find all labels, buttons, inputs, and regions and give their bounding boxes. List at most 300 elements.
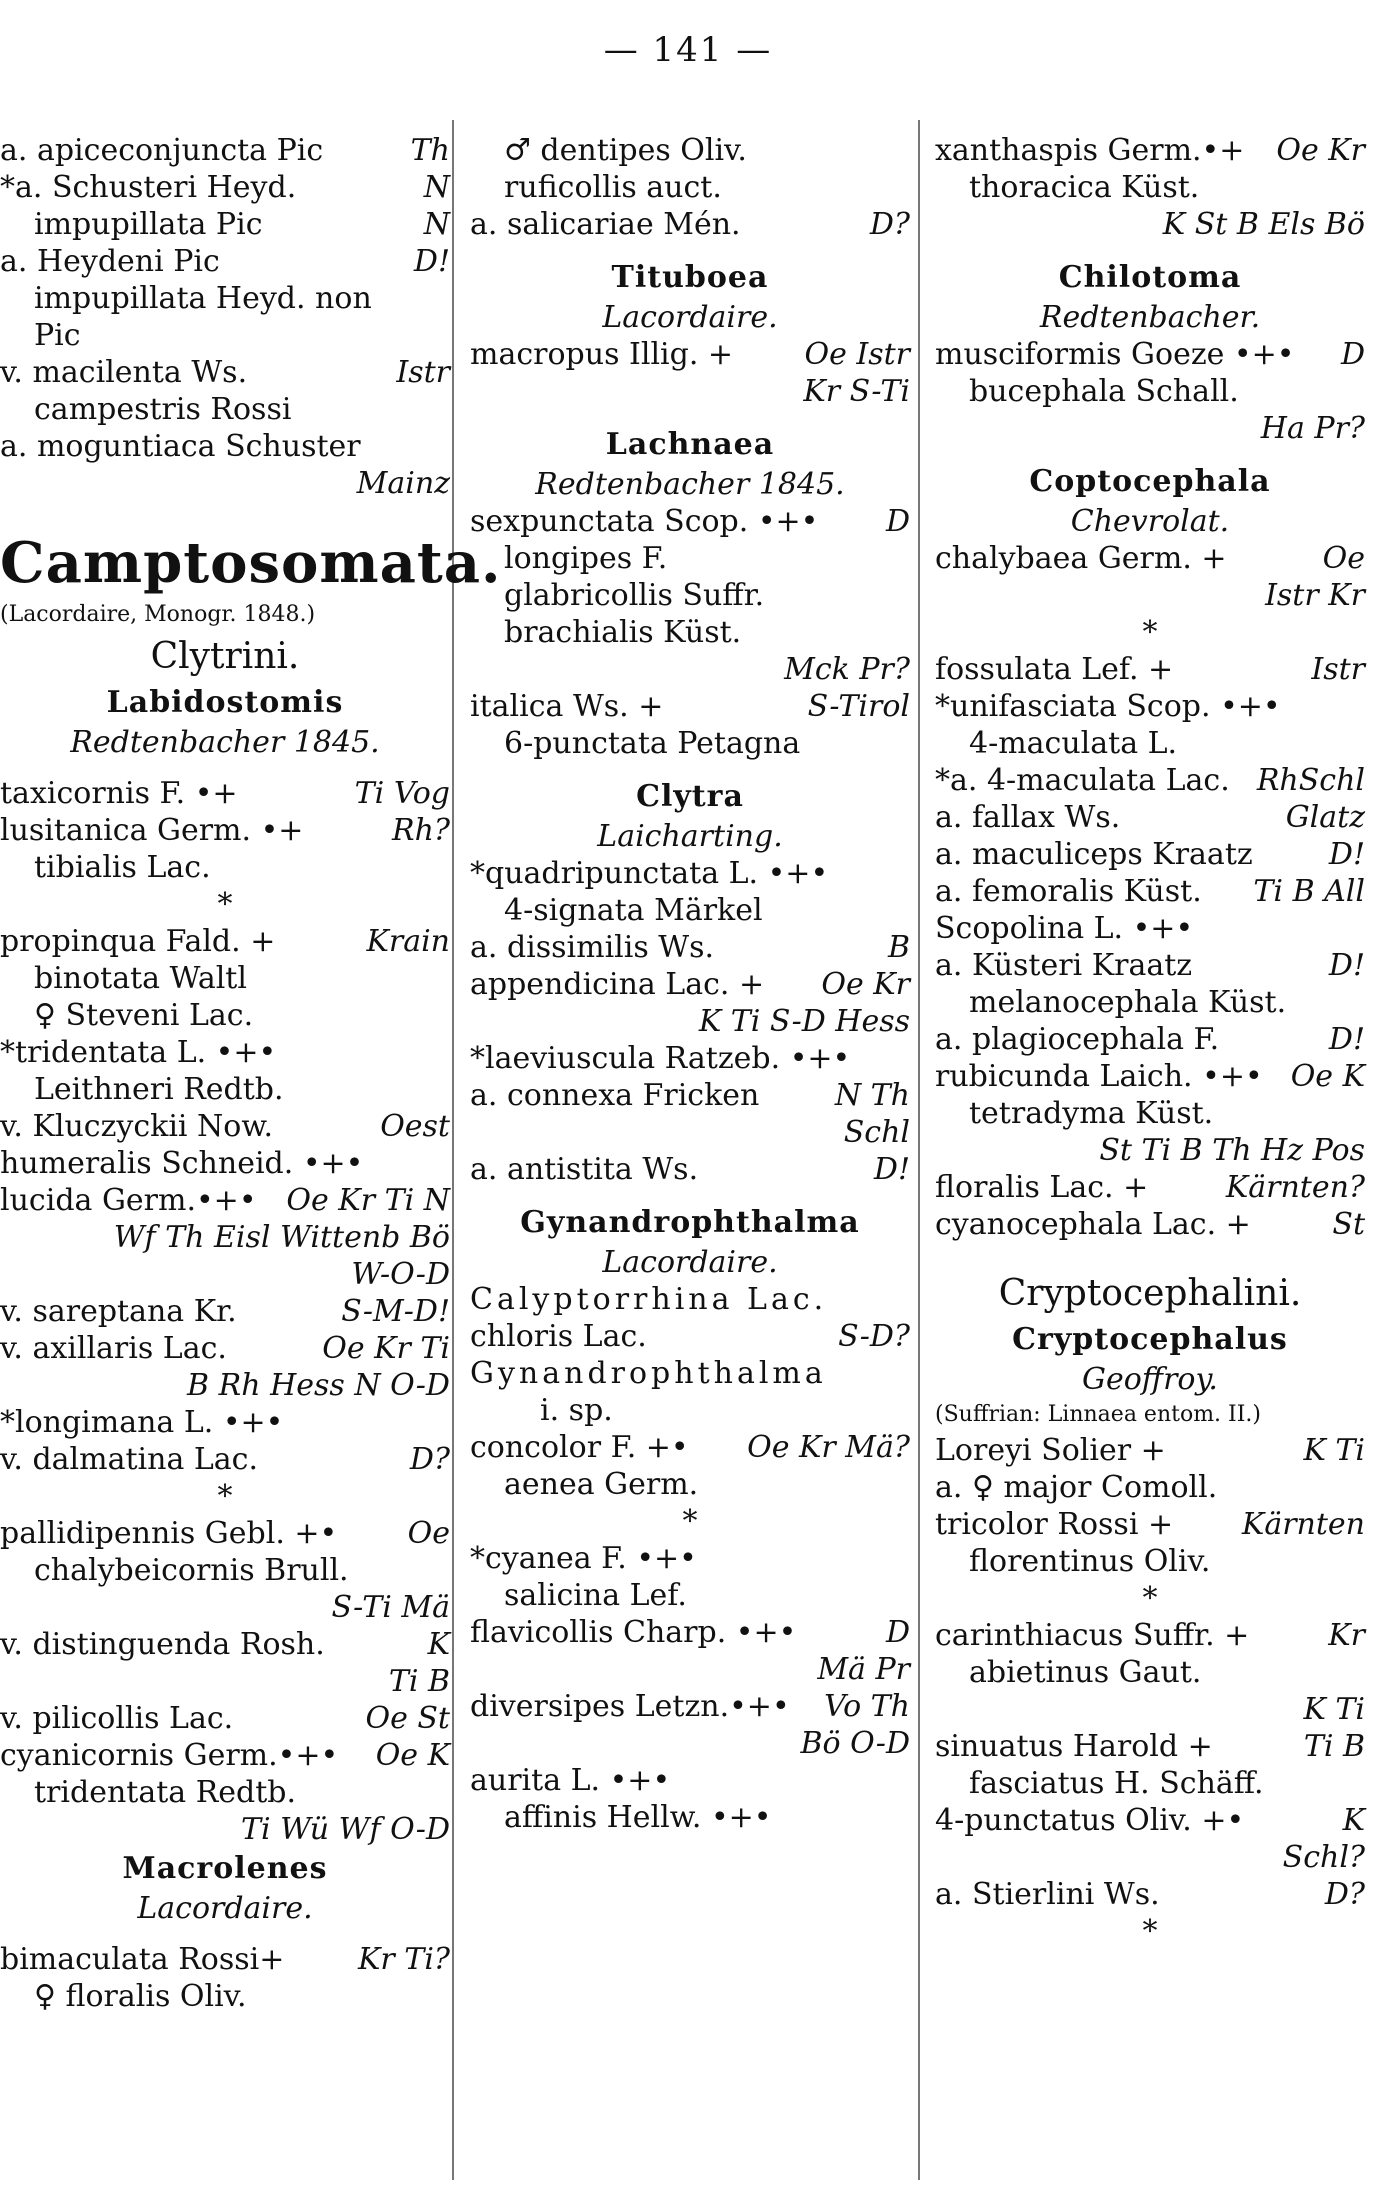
entry-line <box>935 910 1365 947</box>
entry-line <box>470 725 910 762</box>
entry-text: Chevrolat. <box>1070 504 1230 539</box>
entry-line <box>0 997 450 1034</box>
entry-line <box>470 855 910 892</box>
entry-region: Ti B All <box>1253 874 1365 909</box>
entry-text: v. sareptana Kr. <box>0 1294 237 1329</box>
entry-line <box>935 947 1365 984</box>
entry-region: D <box>885 504 910 539</box>
spacer <box>0 502 450 528</box>
entry-text: pallidipennis Gebl. +• <box>0 1516 338 1551</box>
entry-region: Oest <box>380 1109 450 1144</box>
entry-text: Geoffroy. <box>1082 1362 1218 1397</box>
entry-text: sinuatus Harold + <box>935 1729 1213 1764</box>
entry-line <box>470 818 910 855</box>
entry-line <box>470 651 910 688</box>
entry-text: xanthaspis Germ.•+ <box>935 133 1245 168</box>
entry-text: a. femoralis Küst. <box>935 874 1202 909</box>
entry-line <box>0 923 450 960</box>
entry-text: a. salicariae Mén. <box>470 207 741 242</box>
entry-text: humeralis Schneid. •+• <box>0 1146 364 1181</box>
entry-line <box>0 849 450 886</box>
entry-text: Pic <box>34 318 81 353</box>
entry-text: * <box>1142 615 1158 650</box>
entry-text: fossulata Lef. + <box>935 652 1174 687</box>
entry-text: v. axillaris Lac. <box>0 1331 227 1366</box>
entry-region: Glatz <box>1285 800 1365 835</box>
entry-line <box>0 1108 450 1145</box>
entry-region: RhSchl <box>1256 763 1365 798</box>
entry-line <box>0 206 450 243</box>
entry-text: * <box>1142 1581 1158 1616</box>
entry-line <box>470 614 910 651</box>
entry-line <box>470 1040 910 1077</box>
entry-text: Ti Wü Wf O-D <box>241 1812 450 1847</box>
entry-region: Oe <box>1322 541 1365 576</box>
entry-line <box>0 1515 450 1552</box>
entry-region: S-Tirol <box>807 689 910 724</box>
entry-text: Mainz <box>356 466 450 501</box>
entry-region: Ti B <box>1303 1729 1365 1764</box>
entry-text: *unifasciata Scop. •+• <box>935 689 1281 724</box>
entry-text: * <box>682 1504 698 1539</box>
entry-text: Gynandrophthalma <box>470 1356 827 1391</box>
entry-text: Wf Th Eisl Wittenb Bö <box>113 1220 450 1255</box>
entry-text: aenea Germ. <box>504 1467 699 1502</box>
entry-line <box>935 688 1365 725</box>
entry-line <box>0 1293 450 1330</box>
entry-line <box>935 1876 1365 1913</box>
entry-line <box>470 776 910 818</box>
entry-text: concolor F. +• <box>470 1430 689 1465</box>
entry-text: 6-punctata Petagna <box>504 726 801 761</box>
entry-line <box>0 1404 450 1441</box>
entry-line <box>470 1392 910 1429</box>
entry-text: Ha Pr? <box>1260 411 1365 446</box>
spacer <box>470 1188 910 1202</box>
entry-text: *tridentata L. •+• <box>0 1035 277 1070</box>
entry-line <box>470 336 910 373</box>
entry-text: K Ti S-D Hess <box>698 1004 910 1039</box>
entry-line <box>935 461 1365 503</box>
spacer <box>0 1927 450 1941</box>
entry-region: Krain <box>366 924 450 959</box>
entry-line <box>0 1071 450 1108</box>
entry-text: propinqua Fald. + <box>0 924 276 959</box>
column-divider <box>452 120 454 2180</box>
entry-region: N <box>423 170 450 205</box>
entry-text: Bö O-D <box>800 1726 910 1761</box>
entry-text: 4-maculata L. <box>969 726 1178 761</box>
entry-text: v. distinguenda Rosh. <box>0 1627 325 1662</box>
entry-text: ♀ floralis Oliv. <box>34 1979 247 2014</box>
entry-line <box>935 1058 1365 1095</box>
entry-text: bucephala Schall. <box>969 374 1239 409</box>
entry-text: 4-punctatus Oliv. +• <box>935 1803 1245 1838</box>
entry-line <box>935 169 1365 206</box>
entry-text: Redtenbacher 1845. <box>535 467 845 502</box>
entry-text: campestris Rossi <box>34 392 292 427</box>
entry-region: D! <box>413 244 450 279</box>
entry-line <box>0 1478 450 1515</box>
entry-line <box>470 1577 910 1614</box>
entry-line <box>0 1774 450 1811</box>
entry-line <box>470 1503 910 1540</box>
spacer <box>0 761 450 775</box>
entry-line <box>0 1890 450 1927</box>
entry-region: D? <box>869 207 910 242</box>
entry-text: * <box>217 887 233 922</box>
entry-line <box>935 503 1365 540</box>
entry-line <box>470 373 910 410</box>
entry-text: v. pilicollis Lac. <box>0 1701 234 1736</box>
entry-text: ♀ Steveni Lac. <box>34 998 254 1033</box>
entry-text: (Suffrian: Linnaea entom. II.) <box>935 1402 1262 1427</box>
entry-text: longipes F. <box>504 541 668 576</box>
entry-text: chalybaea Germ. + <box>935 541 1227 576</box>
spacer <box>470 762 910 776</box>
entry-line <box>0 1219 450 1256</box>
entry-text: Lachnaea <box>605 427 775 462</box>
entry-line <box>935 206 1365 243</box>
entry-line <box>935 1169 1365 1206</box>
entry-line <box>470 577 910 614</box>
entry-line <box>935 1398 1365 1432</box>
entry-text: Macrolenes <box>122 1851 328 1886</box>
entry-text: Mä Pr <box>817 1652 910 1687</box>
entry-text: i. sp. <box>540 1393 613 1428</box>
entry-line <box>935 1021 1365 1058</box>
entry-line <box>935 1802 1365 1839</box>
entry-region: Istr <box>396 355 450 390</box>
spacer <box>470 243 910 257</box>
entry-region: Oe Kr <box>821 967 910 1002</box>
entry-text: *cyanea F. •+• <box>470 1541 697 1576</box>
entry-region: D <box>1340 337 1365 372</box>
entry-text: lusitanica Germ. •+ <box>0 813 304 848</box>
entry-text: a. Heydeni Pic <box>0 244 220 279</box>
entry-text: tridentata Redtb. <box>34 1775 297 1810</box>
entry-text: Gynandrophthalma <box>520 1205 860 1240</box>
entry-line <box>0 1848 450 1890</box>
entry-line <box>935 1913 1365 1950</box>
entry-text: impupillata Heyd. non <box>34 281 372 316</box>
entry-text: chloris Lac. <box>470 1319 647 1354</box>
entry-line <box>470 1651 910 1688</box>
entry-text: Lacordaire. <box>602 300 778 335</box>
entry-text: flavicollis Charp. •+• <box>470 1615 797 1650</box>
entry-line <box>935 1839 1365 1876</box>
entry-region: Oe K <box>375 1738 450 1773</box>
entry-text: Laicharting. <box>597 819 783 854</box>
entry-text: salicina Lef. <box>504 1578 687 1613</box>
entry-region: Kärnten <box>1241 1507 1365 1542</box>
entry-text: a. plagiocephala F. <box>935 1022 1220 1057</box>
entry-line <box>935 799 1365 836</box>
entry-text: Camptosomata. <box>0 530 502 596</box>
entry-text: a. apiceconjuncta Pic <box>0 133 324 168</box>
entry-line <box>935 725 1365 762</box>
entry-region: Istr <box>1311 652 1365 687</box>
entry-line <box>935 651 1365 688</box>
entry-text: *longimana L. •+• <box>0 1405 284 1440</box>
entry-text: W-O-D <box>351 1257 450 1292</box>
entry-text: cyanocephala Lac. + <box>935 1207 1251 1242</box>
entry-line <box>0 1737 450 1774</box>
entry-text: tibialis Lac. <box>34 850 211 885</box>
entry-region: Oe Istr <box>804 337 910 372</box>
entry-line <box>0 132 450 169</box>
entry-line <box>935 299 1365 336</box>
entry-line <box>0 1552 450 1589</box>
entry-line <box>935 410 1365 447</box>
entry-line <box>0 391 450 428</box>
entry-text: a. Stierlini Ws. <box>935 1877 1160 1912</box>
spacer <box>935 447 1365 461</box>
entry-text: Tituboea <box>611 260 769 295</box>
entry-line <box>470 1614 910 1651</box>
entry-text: 4-signata Märkel <box>504 893 763 928</box>
entry-text: *a. Schusteri Heyd. <box>0 170 297 205</box>
entry-region: S-D? <box>838 1319 910 1354</box>
entry-text: K Ti <box>1303 1692 1365 1727</box>
entry-text: appendicina Lac. + <box>470 967 765 1002</box>
entry-text: B Rh Hess N O-D <box>187 1368 450 1403</box>
entry-text: diversipes Letzn.•+• <box>470 1689 790 1724</box>
entry-line <box>470 503 910 540</box>
spacer <box>935 243 1365 257</box>
entry-region: St <box>1332 1207 1365 1242</box>
entry-region: Vo Th <box>824 1689 910 1724</box>
entry-line <box>935 836 1365 873</box>
entry-region: D <box>885 1615 910 1650</box>
entry-line <box>0 1182 450 1219</box>
entry-line <box>0 465 450 502</box>
entry-text: macropus Illig. + <box>470 337 734 372</box>
entry-line <box>0 428 450 465</box>
entry-text: taxicornis F. •+ <box>0 776 238 811</box>
entry-line <box>470 132 910 169</box>
entry-line <box>0 960 450 997</box>
entry-line <box>935 1132 1365 1169</box>
entry-line <box>0 169 450 206</box>
entry-text: tricolor Rossi + <box>935 1507 1174 1542</box>
entry-region: K Ti <box>1303 1433 1365 1468</box>
entry-text: St Ti B Th Hz Pos <box>1099 1133 1365 1168</box>
entry-line <box>0 1811 450 1848</box>
entry-text: ♂ dentipes Oliv. <box>504 133 747 168</box>
entry-line <box>470 299 910 336</box>
entry-line <box>470 1318 910 1355</box>
entry-line <box>470 1281 910 1318</box>
entry-line <box>0 354 450 391</box>
entry-line <box>470 1466 910 1503</box>
entry-region: Kr <box>1328 1618 1365 1653</box>
entry-region: Kärnten? <box>1225 1170 1365 1205</box>
entry-text: Clytra <box>636 779 744 814</box>
entry-line <box>470 424 910 466</box>
entry-line <box>470 1202 910 1244</box>
column-divider <box>918 120 920 2180</box>
entry-line <box>0 632 450 682</box>
entry-text: Cryptocephalini. <box>998 1273 1302 1314</box>
spacer <box>470 410 910 424</box>
page-number: — 141 — <box>603 30 773 70</box>
entry-line <box>935 257 1365 299</box>
entry-line <box>935 373 1365 410</box>
entry-line <box>0 1145 450 1182</box>
entry-text: Calyptorrhina Lac. <box>470 1282 828 1317</box>
entry-text: Ti B <box>388 1664 450 1699</box>
entry-line <box>470 1799 910 1836</box>
entry-text: Leithneri Redtb. <box>34 1072 284 1107</box>
entry-line <box>0 1626 450 1663</box>
entry-line <box>935 614 1365 651</box>
entry-line <box>470 929 910 966</box>
entry-text: v. dalmatina Lac. <box>0 1442 259 1477</box>
entry-text: K St B Els Bö <box>1162 207 1365 242</box>
entry-line <box>0 317 450 354</box>
entry-line <box>0 682 450 724</box>
entry-text: Schl? <box>1282 1840 1365 1875</box>
entry-line <box>0 1700 450 1737</box>
entry-text: v. Kluczyckii Now. <box>0 1109 274 1144</box>
entry-text: abietinus Gaut. <box>969 1655 1202 1690</box>
entry-text: a. maculiceps Kraatz <box>935 837 1253 872</box>
entry-text: a. moguntiaca Schuster <box>0 429 361 464</box>
entry-region: Ti Vog <box>354 776 450 811</box>
entry-region: D! <box>1328 948 1365 983</box>
entry-line <box>0 1367 450 1404</box>
entry-line <box>470 540 910 577</box>
entry-region: D? <box>1324 1877 1365 1912</box>
entry-text: a. fallax Ws. <box>935 800 1121 835</box>
entry-line <box>470 892 910 929</box>
entry-text: aurita L. •+• <box>470 1763 671 1798</box>
entry-line <box>935 1728 1365 1765</box>
entry-region: D? <box>409 1442 450 1477</box>
entry-region: K <box>1342 1803 1365 1838</box>
entry-line <box>935 1654 1365 1691</box>
entry-text: floralis Lac. + <box>935 1170 1149 1205</box>
entry-text: italica Ws. + <box>470 689 664 724</box>
entry-region: Oe Kr Mä? <box>747 1430 910 1465</box>
entry-region: D! <box>1328 837 1365 872</box>
entry-region: D! <box>873 1152 910 1187</box>
entry-region: K <box>427 1627 450 1662</box>
entry-text: binotata Waltl <box>34 961 247 996</box>
entry-region: Oe Kr Ti <box>322 1331 450 1366</box>
entry-line <box>470 1429 910 1466</box>
entry-text: lucida Germ.•+• <box>0 1183 257 1218</box>
column-left <box>0 132 502 2015</box>
entry-text: Schl <box>843 1115 910 1150</box>
entry-text: *laeviuscula Ratzeb. •+• <box>470 1041 851 1076</box>
entry-line <box>935 1580 1365 1617</box>
entry-region: S-M-D! <box>341 1294 450 1329</box>
entry-line <box>470 1540 910 1577</box>
entry-line <box>0 1589 450 1626</box>
entry-line <box>470 1151 910 1188</box>
entry-line <box>0 1256 450 1293</box>
entry-text: cyanicornis Germ.•+• <box>0 1738 339 1773</box>
entry-line <box>935 984 1365 1021</box>
entry-text: musciformis Goeze •+• <box>935 337 1295 372</box>
entry-text: Lacordaire. <box>602 1245 778 1280</box>
entry-line <box>470 466 910 503</box>
entry-line <box>0 886 450 923</box>
entry-text: Mck Pr? <box>784 652 910 687</box>
entry-line <box>470 257 910 299</box>
entry-region: Oe St <box>365 1701 450 1736</box>
entry-line <box>935 1269 1365 1319</box>
entry-line <box>0 812 450 849</box>
entry-line <box>935 1765 1365 1802</box>
entry-line <box>0 528 502 598</box>
entry-line <box>0 1663 450 1700</box>
entry-line <box>935 1691 1365 1728</box>
entry-text: sexpunctata Scop. •+• <box>470 504 819 539</box>
entry-text: florentinus Oliv. <box>969 1544 1211 1579</box>
entry-text: rubicunda Laich. •+• <box>935 1059 1263 1094</box>
entry-line <box>470 1762 910 1799</box>
entry-line <box>0 724 450 761</box>
entry-text: *a. 4-maculata Lac. <box>935 763 1230 798</box>
entry-line <box>935 336 1365 373</box>
entry-line <box>0 598 450 632</box>
entry-text: a. Küsteri Kraatz <box>935 948 1193 983</box>
entry-text: brachialis Küst. <box>504 615 742 650</box>
entry-line <box>935 540 1365 577</box>
entry-line <box>0 1441 450 1478</box>
entry-line <box>470 688 910 725</box>
entry-line <box>0 1034 450 1071</box>
entry-text: Coptocephala <box>1029 464 1271 499</box>
entry-line <box>470 169 910 206</box>
entry-line <box>470 1244 910 1281</box>
entry-text: carinthiacus Suffr. + <box>935 1618 1250 1653</box>
entry-line <box>0 775 450 812</box>
entry-text: *quadripunctata L. •+• <box>470 856 829 891</box>
entry-region: Oe <box>407 1516 450 1551</box>
entry-region: B <box>887 930 910 965</box>
entry-region: Rh? <box>392 813 450 848</box>
entry-line <box>935 1506 1365 1543</box>
entry-text: Cryptocephalus <box>1012 1322 1288 1357</box>
entry-text: a. antistita Ws. <box>470 1152 699 1187</box>
entry-text: affinis Hellw. •+• <box>504 1800 772 1835</box>
entry-text: Istr Kr <box>1265 578 1365 613</box>
entry-line <box>470 1725 910 1762</box>
entry-line <box>935 873 1365 910</box>
entry-text: (Lacordaire, Monogr. 1848.) <box>0 602 316 627</box>
entry-line <box>935 132 1365 169</box>
spacer <box>935 1243 1365 1269</box>
entry-line <box>935 1361 1365 1398</box>
entry-text: * <box>1142 1914 1158 1949</box>
entry-text: Chilotoma <box>1058 260 1242 295</box>
entry-line <box>470 206 910 243</box>
entry-line <box>935 1469 1365 1506</box>
entry-text: tetradyma Küst. <box>969 1096 1214 1131</box>
entry-text: Redtenbacher. <box>1039 300 1261 335</box>
entry-text: thoracica Küst. <box>969 170 1200 205</box>
entry-line <box>935 1617 1365 1654</box>
entry-line <box>470 1077 910 1114</box>
entry-line <box>935 1543 1365 1580</box>
entry-line <box>935 577 1365 614</box>
entry-line <box>935 1432 1365 1469</box>
entry-text: v. macilenta Ws. <box>0 355 248 390</box>
